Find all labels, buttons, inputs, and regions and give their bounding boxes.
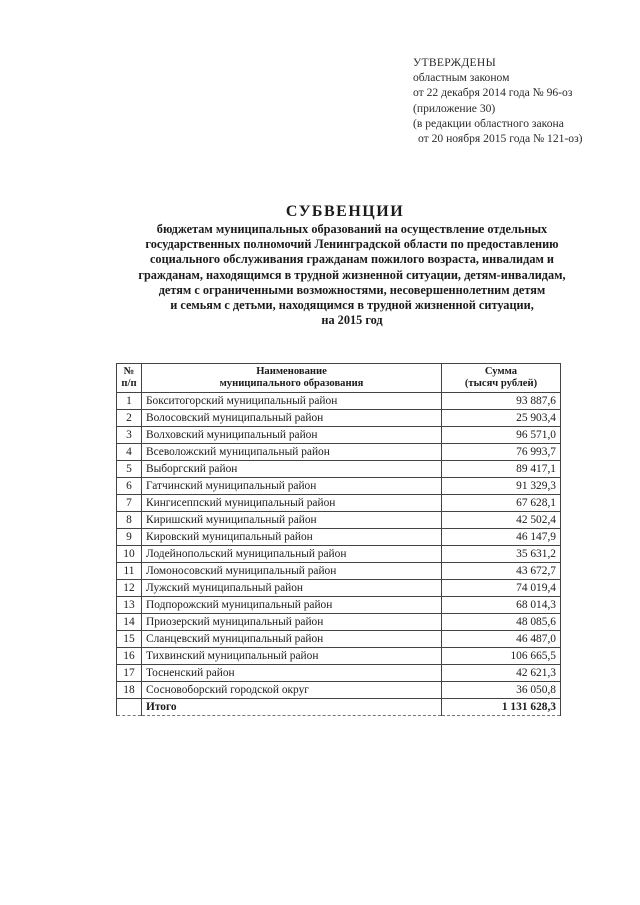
table-row [117, 563, 561, 580]
row-amount: 46 147,9 [442, 529, 561, 546]
row-name: Волосовский муниципальный район [142, 410, 442, 427]
row-number: 9 [117, 529, 142, 546]
row-amount: 74 019,4 [442, 580, 561, 597]
row-number: 13 [117, 597, 142, 614]
subtitle-line: и семьям с детьми, находящимся в трудной жизненной ситуации, [170, 298, 534, 313]
row-number: 5 [117, 461, 142, 478]
header-sum-line1: Сумма [484, 365, 518, 377]
subsidy-table [116, 363, 561, 716]
row-number: 17 [117, 665, 142, 682]
row-number: 2 [117, 410, 142, 427]
document-subtitle [72, 222, 632, 328]
row-amount: 35 631,2 [442, 546, 561, 563]
table-row [117, 461, 561, 478]
row-amount: 76 993,7 [442, 444, 561, 461]
subtitle-line: бюджетам муниципальных образований на осуществление отдельных [156, 222, 548, 236]
row-amount: 106 665,5 [442, 648, 561, 665]
row-amount: 46 487,0 [442, 631, 561, 648]
row-number: 10 [117, 546, 142, 563]
total-amount: 1 131 628,3 [442, 699, 561, 716]
row-name: Ломоносовский муниципальный район [142, 563, 442, 580]
row-number: 7 [117, 495, 142, 512]
row-name: Киришский муниципальный район [142, 512, 442, 529]
subtitle-line: социального обслуживания гражданам пожилого возраста, инвалидам и [149, 252, 555, 267]
table-row [117, 597, 561, 614]
table-row [117, 444, 561, 461]
table-row [117, 648, 561, 665]
table-row [117, 546, 561, 563]
subtitle-line: на 2015 год [321, 313, 383, 328]
row-name: Сланцевский муниципальный район [142, 631, 442, 648]
total-label: Итого [142, 699, 442, 716]
table-row [117, 614, 561, 631]
subtitle-line: государственных полномочий Ленинградской области по предоставлению [145, 237, 559, 252]
row-amount: 43 672,7 [442, 563, 561, 580]
table-row [117, 495, 561, 512]
row-amount: 36 050,8 [442, 682, 561, 699]
approval-line: (в редакции областного закона [413, 116, 564, 130]
table-header-row [117, 364, 561, 393]
row-number: 16 [117, 648, 142, 665]
row-amount: 48 085,6 [442, 614, 561, 631]
table-row [117, 631, 561, 648]
row-number: 18 [117, 682, 142, 699]
row-number: 15 [117, 631, 142, 648]
row-name: Сосновоборский городской округ [142, 682, 442, 699]
row-amount: 89 417,1 [442, 461, 561, 478]
header-name-line2: муниципального образования [219, 378, 364, 389]
subtitle-line: детям с ограниченными возможностями, несовершеннолетним детям [158, 282, 546, 297]
subtitle-line: гражданам, находящимся в трудной жизненной ситуации, детям-инвалидам, [138, 267, 566, 282]
row-name: Кингисеппский муниципальный район [142, 495, 442, 512]
row-amount: 67 628,1 [442, 495, 561, 512]
row-name: Подпорожский муниципальный район [142, 597, 442, 614]
row-number: 6 [117, 478, 142, 495]
header-number-line1: № [123, 365, 135, 377]
header-name [142, 364, 442, 393]
approval-line: от 20 ноября 2015 года № 121-оз) [418, 132, 583, 146]
document-title: СУБВЕНЦИИ [285, 203, 405, 220]
row-name: Кировский муниципальный район [142, 529, 442, 546]
table-row [117, 665, 561, 682]
row-name: Лодейнопольский муниципальный район [142, 546, 442, 563]
approval-line: от 22 декабря 2014 года № 96-оз [413, 86, 573, 100]
row-amount: 42 502,4 [442, 512, 561, 529]
row-amount: 91 329,3 [442, 478, 561, 495]
table-row [117, 393, 561, 410]
table-row [117, 529, 561, 546]
header-number [117, 364, 142, 393]
table-row [117, 580, 561, 597]
row-name: Всеволожский муниципальный район [142, 444, 442, 461]
row-number: 4 [117, 444, 142, 461]
approval-line: (приложение 30) [413, 101, 496, 115]
row-number: 11 [117, 563, 142, 580]
row-amount: 42 621,3 [442, 665, 561, 682]
row-name: Тихвинский муниципальный район [142, 648, 442, 665]
row-name: Волховский муниципальный район [142, 427, 442, 444]
row-amount: 25 903,4 [442, 410, 561, 427]
row-number: 3 [117, 427, 142, 444]
row-name: Лужский муниципальный район [142, 580, 442, 597]
row-number: 14 [117, 614, 142, 631]
header-sum [442, 364, 561, 393]
table-row [117, 478, 561, 495]
total-number [117, 699, 142, 716]
table-row [117, 682, 561, 699]
approval-block [413, 55, 635, 146]
row-amount: 93 887,6 [442, 393, 561, 410]
total-row [117, 699, 561, 716]
row-amount: 68 014,3 [442, 597, 561, 614]
header-sum-line2: (тысяч рублей) [464, 378, 538, 389]
header-name-line1: Наименование [256, 365, 327, 377]
table-row [117, 427, 561, 444]
table-row [117, 410, 561, 427]
row-name: Тосненский район [142, 665, 442, 682]
row-number: 1 [117, 393, 142, 410]
row-name: Бокситогорский муниципальный район [142, 393, 442, 410]
table-row [117, 512, 561, 529]
row-number: 8 [117, 512, 142, 529]
row-name: Выборгский район [142, 461, 442, 478]
approval-heading: УТВЕРЖДЕНЫ [413, 56, 497, 69]
approval-line: областным законом [413, 71, 510, 85]
row-name: Гатчинский муниципальный район [142, 478, 442, 495]
row-amount: 96 571,0 [442, 427, 561, 444]
header-number-line2: п/п [121, 378, 137, 389]
row-name: Приозерский муниципальный район [142, 614, 442, 631]
row-number: 12 [117, 580, 142, 597]
